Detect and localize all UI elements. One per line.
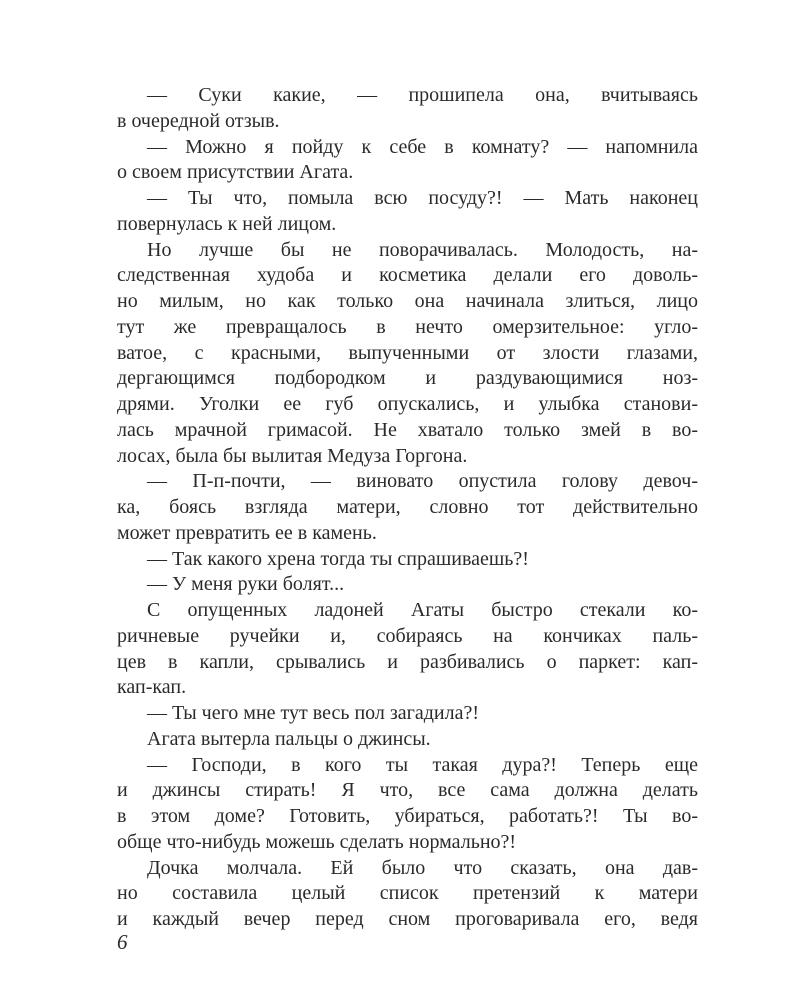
text-line: Дочка молчала. Ей было что сказать, она дав- — [147, 856, 698, 879]
text-line: лосах, была бы вылитая Медуза Горгона. — [117, 444, 468, 467]
text-line: тут же превращалось в нечто омерзительное: угло- — [117, 315, 698, 338]
text-line: — У меня руки болят... — [147, 573, 345, 596]
text-line: — П-п-почти, — виновато опустила голову девоч- — [147, 470, 698, 493]
text-line: дрями. Уголки ее губ опускались, и улыбка станови- — [117, 393, 698, 415]
paragraph — [117, 753, 698, 856]
text-line: и каждый вечер перед сном проговаривала его, ведя — [117, 908, 698, 930]
text-line: но милым, но как только она начинала злиться, лицо — [117, 290, 698, 312]
text-line: дергающимся подбородком и раздувающимися ноз- — [117, 367, 698, 390]
paragraph — [117, 469, 698, 546]
paragraph — [117, 547, 698, 573]
text-line: Но лучше бы не поворачивалась. Молодость, на- — [147, 238, 698, 261]
page-number: 6 — [117, 930, 128, 954]
text-line: — Так какого хрена тогда ты спрашиваешь?! — [147, 547, 529, 570]
text-line: в этом доме? Готовить, убираться, работать?! Ты во- — [117, 805, 698, 827]
paragraph — [117, 701, 698, 727]
text-line: Агата вытерла пальцы о джинсы. — [147, 727, 431, 750]
text-line: но составила целый список претензий к матери — [117, 882, 698, 905]
paragraph — [117, 856, 698, 933]
text-line: в очередной отзыв. — [117, 109, 280, 132]
text-line: обще что-нибудь можешь сделать нормально?! — [117, 830, 517, 853]
paragraph — [117, 598, 698, 701]
paragraph — [117, 572, 698, 598]
text-line: цев в капли, срывались и разбивались о паркет: кап- — [117, 650, 698, 673]
paragraph — [117, 727, 698, 753]
text-line: ричневые ручейки и, собираясь на кончиках паль- — [117, 624, 698, 647]
text-line: С опущенных ладоней Агаты быстро стекали ко- — [147, 599, 698, 621]
text-line: может превратить ее в камень. — [117, 521, 377, 544]
text-line: лась мрачной гримасой. Не хватало только змей в во- — [117, 418, 698, 441]
text-line: — Можно я пойду к себе в комнату? — напомнила — [147, 135, 698, 158]
text-line: следственная худоба и косметика делали его доволь- — [117, 264, 698, 287]
text-line: — Ты что, помыла всю посуду?! — Мать наконец — [147, 187, 698, 209]
text-line: ка, боясь взгляда матери, словно тот действительно — [117, 496, 698, 518]
text-line: — Суки какие, — прошипела она, вчитываясь — [147, 84, 698, 106]
text-line: ватое, с красными, выпученными от злости глазами, — [117, 341, 698, 364]
text-line: повернулась к ней лицом. — [117, 212, 337, 235]
text-line: — Господи, в кого ты такая дура?! Теперь еще — [147, 753, 698, 776]
text-line: о своем присутствии Агата. — [117, 161, 354, 184]
paragraph — [117, 135, 698, 187]
text-line: кап-кап. — [117, 676, 187, 699]
paragraph — [117, 238, 698, 470]
paragraph — [117, 186, 698, 238]
text-line: — Ты чего мне тут весь пол загадила?! — [147, 702, 480, 724]
paragraph — [117, 83, 698, 135]
page-body-text — [117, 83, 698, 933]
text-line: и джинсы стирать! Я что, все сама должна делать — [117, 779, 698, 802]
